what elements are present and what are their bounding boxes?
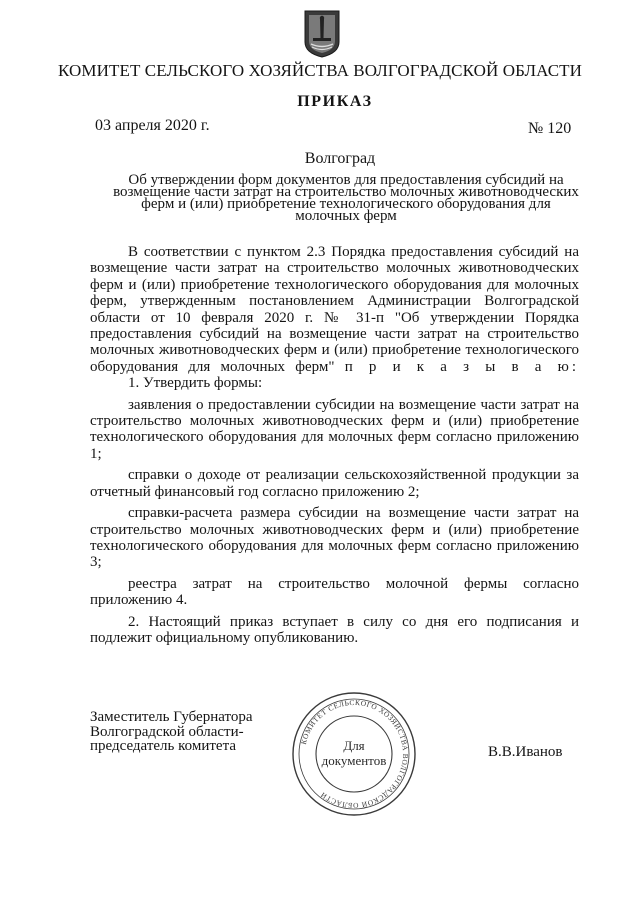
committee-name: КОМИТЕТ СЕЛЬСКОГО ХОЗЯЙСТВА ВОЛГОГРАДСКОЙ ОБЛАСТИ [57, 61, 582, 80]
document-city: Волгоград [304, 150, 376, 167]
intro-text: В соответствии с пунктом 2.3 Порядка предоставления субсидий на возмещение части затрат на строительство молочных животноводческих ферм и (или) приобретение технологического оборудования для молочных ферм, утвержденным постановлением Администрации Волгоградской области от 10 февраля 2020 г. № 31-п "Об утверждении Порядка предоставления субсидий на возмещение части затрат на строительство молочных животноводческих ферм и (или) приобретение технологического оборудования для молочных ферм" [90, 244, 579, 375]
stamp-ring-text: КОМИТЕТ СЕЛЬСКОГО ХОЗЯЙСТВА ВОЛГОГРАДСКОЙ ОБЛАСТИ [298, 697, 411, 811]
document-type: ПРИКАЗ [297, 93, 373, 110]
form-1: заявления о предоставлении субсидии на возмещение части затрат на строительство молочных животноводческих ферм и (или) приобретение технологического оборудования для молочных ферм согласно приложению 1; [90, 396, 579, 462]
document-date: 03 апреля 2020 г. [95, 117, 210, 134]
coat-of-arms-icon [303, 8, 341, 58]
document-title: Об утверждении форм документов для предоставления субсидий на возмещение части затрат на строительство молочных животноводческих ферм и (или) приобретение технологического оборудования для молочных ферм [113, 172, 579, 224]
item-2: 2. Настоящий приказ вступает в силу со дня его подписания и подлежит официальному опубликованию. [90, 613, 579, 646]
form-2: справки о доходе от реализации сельскохозяйственной продукции за отчетный финансовый год согласно приложению 2; [90, 467, 579, 500]
document-number: № 120 [528, 120, 572, 137]
signature-position [90, 710, 253, 754]
round-seal-icon [290, 690, 418, 818]
intro-paragraph [90, 244, 579, 375]
form-4: реестра затрат на строительство молочной фермы согласно приложению 4. [90, 575, 579, 609]
form-3: справки-расчета размера субсидии на возмещение части затрат на строительство молочных животноводческих ферм и (или) приобретение технологического оборудования для молочных ферм согласно приложению 3; [90, 505, 579, 571]
item-1: 1. Утвердить формы: [128, 375, 263, 392]
document-body [90, 244, 579, 646]
stamp-line-2: документов [321, 753, 387, 768]
position-line-1: Заместитель Губернатора [90, 709, 253, 725]
position-line-2: Волгоградской области- [90, 723, 244, 740]
position-line-3: председатель комитета [90, 738, 236, 754]
stamp-line-1: Для [343, 738, 365, 753]
signer-name: В.В.Иванов [488, 744, 563, 760]
decree-word: п р и к а з ы в а ю: [344, 358, 579, 375]
